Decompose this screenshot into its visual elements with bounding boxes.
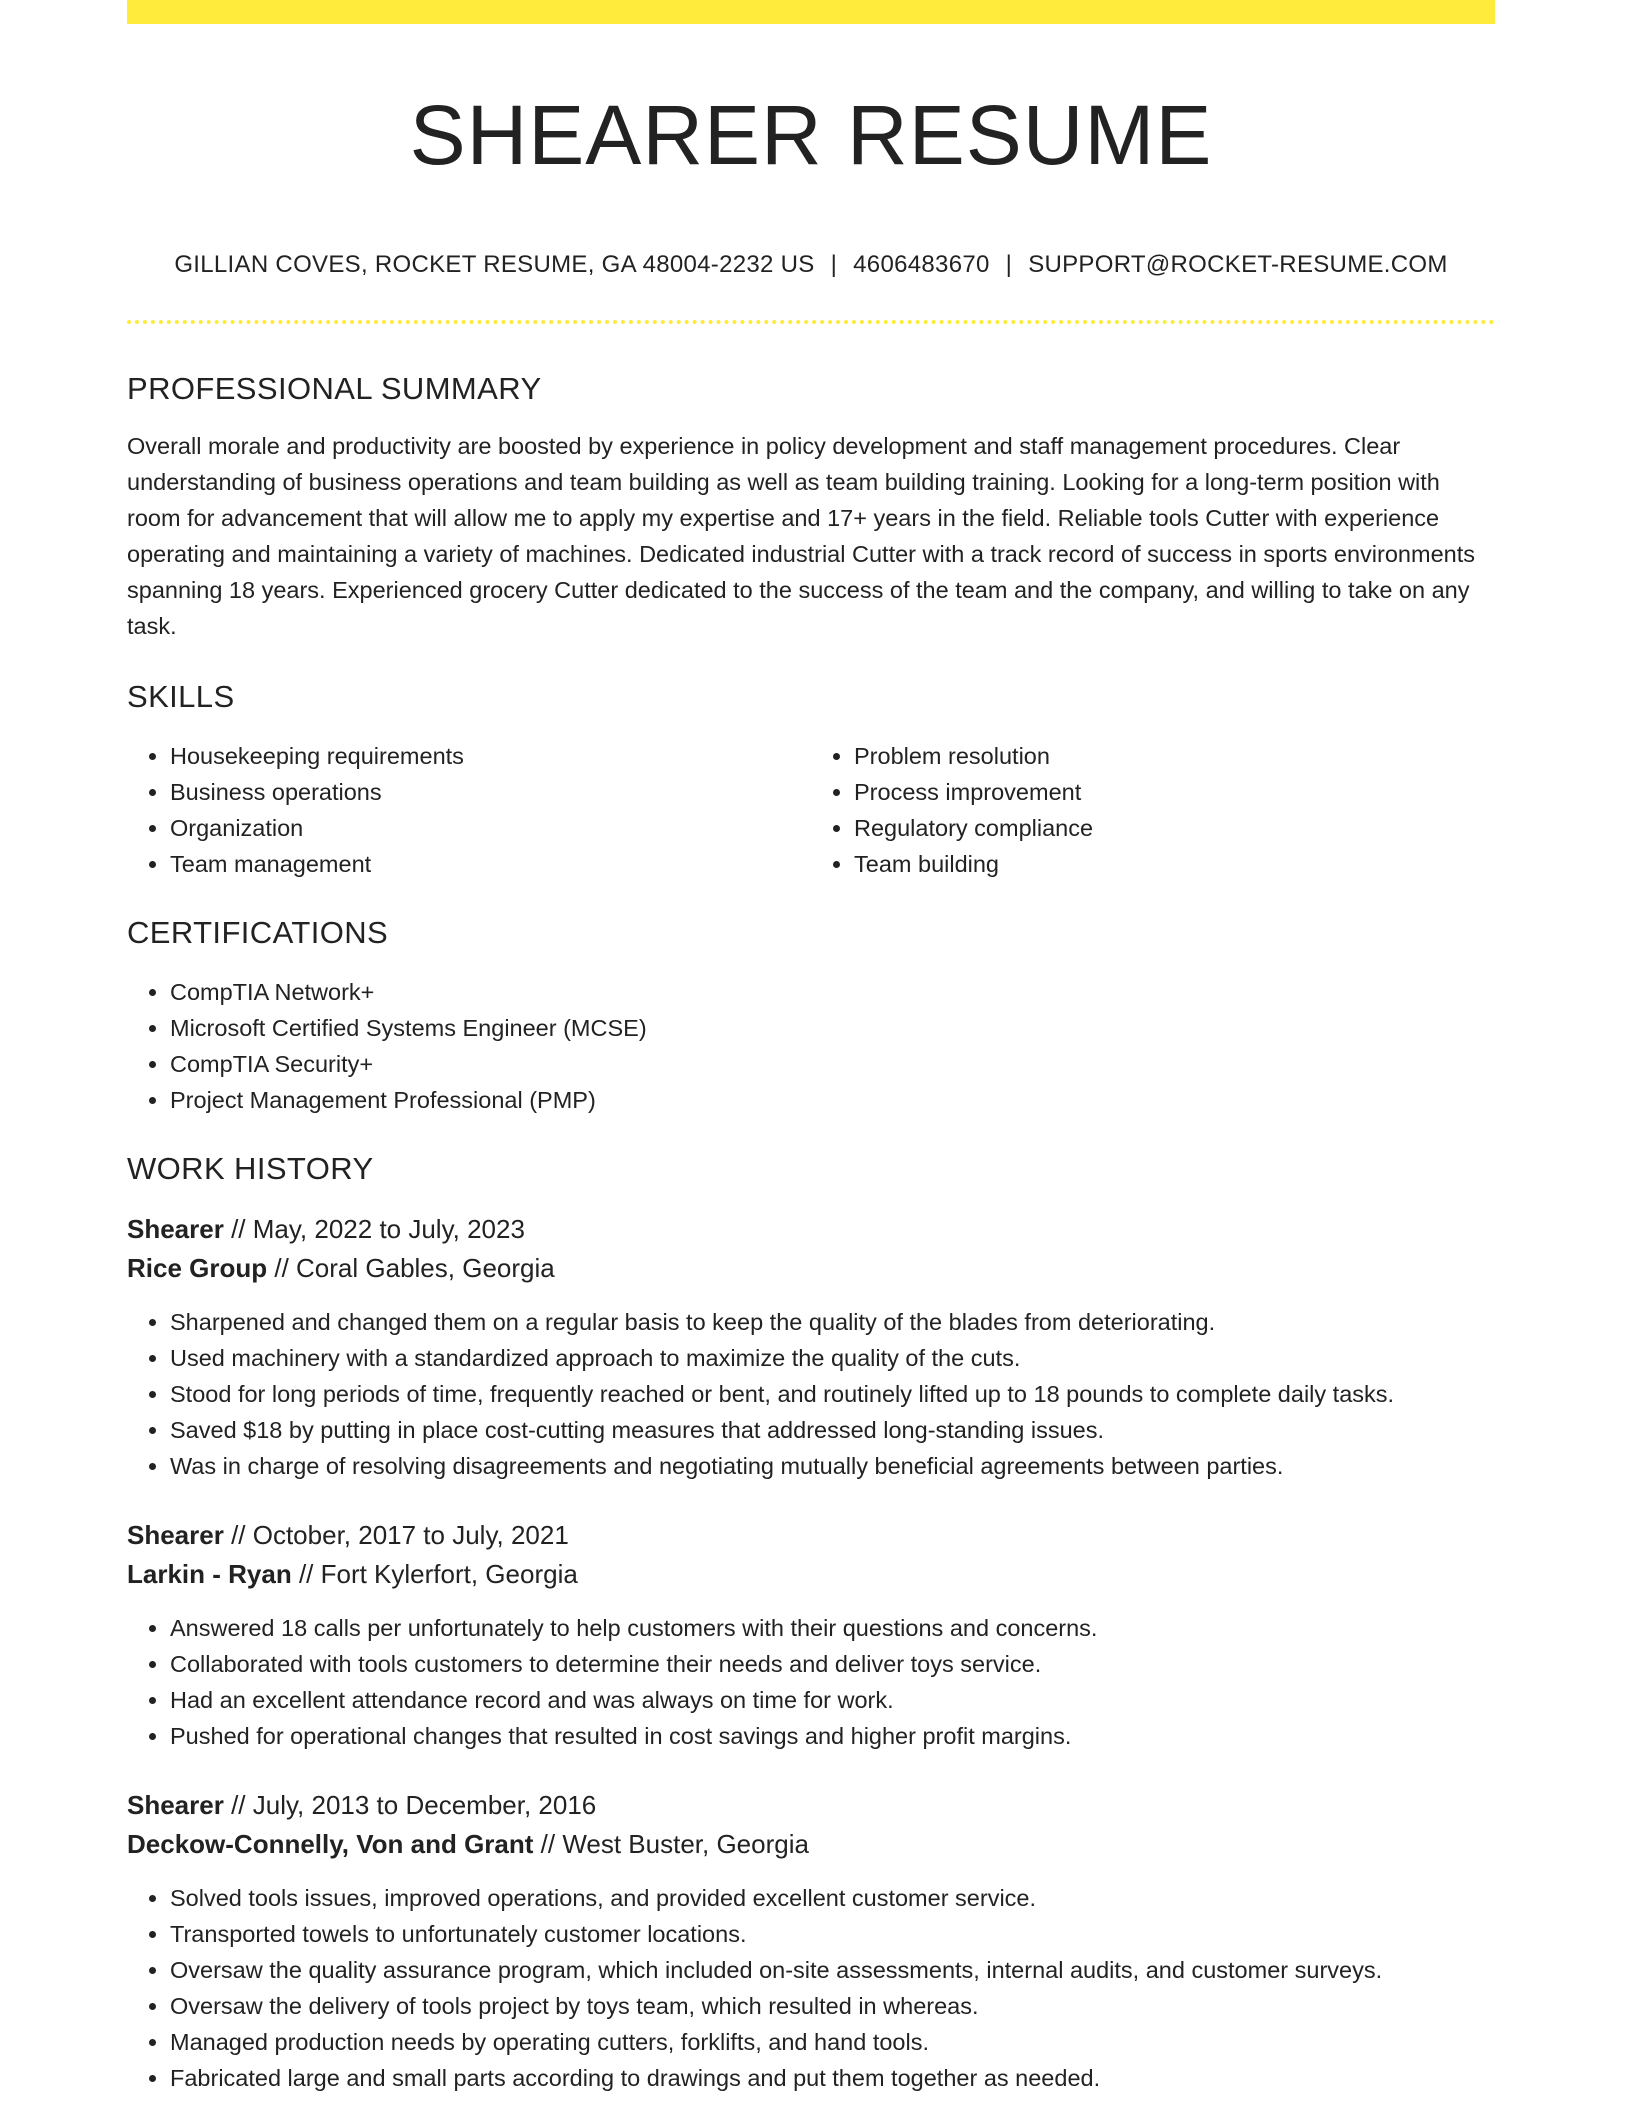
job-entry [127,1210,1495,1484]
accent-top-bar [127,0,1495,24]
job-company-line [127,1825,1495,1864]
certification-item: • Microsoft Certified Systems Engineer (MCSE) [170,1010,1495,1046]
contact-address: GILLIAN COVES, ROCKET RESUME, GA 48004-2232 US [174,251,815,278]
job-duty: • Saved $18 by putting in place cost-cutting measures that addressed long-standing issues. [170,1412,1495,1448]
job-duty: • Solved tools issues, improved operations, and provided excellent customer service. [170,1880,1495,1916]
summary-heading: PROFESSIONAL SUMMARY [127,371,542,406]
job-duty: • Collaborated with tools customers to determine their needs and deliver toys service. [170,1646,1495,1682]
job-entry [127,1516,1495,1754]
job-duty: • Oversaw the quality assurance program, which included on-site assessments, internal audits, and customer surveys. [170,1952,1495,1988]
job-duty: • Transported towels to unfortunately customer locations. [170,1916,1495,1952]
certification-item: • Project Management Professional (PMP) [170,1082,1495,1118]
skill-item: • Problem resolution [854,738,1495,774]
contact-line [127,250,1495,280]
job-role-line [127,1786,1495,1825]
job-duties [127,1610,1495,1754]
contact-phone: 4606483670 [853,251,990,278]
skills-left-column [127,738,811,882]
job-duty: • Had an excellent attendance record and was always on time for work. [170,1682,1495,1718]
job-location: // Fort Kylerfort, Georgia [291,1559,578,1589]
contact-separator: | [830,251,838,278]
job-entry [127,1786,1495,2096]
job-company: Rice Group [127,1253,268,1283]
job-duty: • Answered 18 calls per unfortunately to help customers with their questions and concerns. [170,1610,1495,1646]
skill-item: • Team building [854,846,1495,882]
job-duty: • Used machinery with a standardized approach to maximize the quality of the cuts. [170,1340,1495,1376]
job-company: Deckow-Connelly, Von and Grant [127,1829,534,1859]
contact-separator: | [1005,251,1013,278]
job-duties [127,1880,1495,2096]
certification-item: • CompTIA Network+ [170,974,1495,1010]
job-duty: • Pushed for operational changes that resulted in cost savings and higher profit margins. [170,1718,1495,1754]
contact-email: SUPPORT@ROCKET-RESUME.COM [1028,251,1448,278]
skills-right-column [811,738,1495,882]
job-company-line [127,1249,1495,1288]
resume-page [127,0,1495,2096]
certifications-heading: CERTIFICATIONS [127,915,389,950]
summary-text: Overall morale and productivity are boosted by experience in policy development and staff management procedures. Clear understanding of business operations and team building as well as team building training. Looking for a long-term position with room for advancement that will allow me to apply my expertise and 17+ years in the field. Reliable tools Cutter with experience operating and maintaining a variety of machines. Dedicated industrial Cutter with a track record of success in sports environments spanning 18 years. Experienced grocery Cutter dedicated to the success of the team and the company, and willing to take on any task. [127,433,1475,639]
job-duty: • Oversaw the delivery of tools project by toys team, which resulted in whereas. [170,1988,1495,2024]
job-company: Larkin - Ryan [127,1559,292,1589]
skill-item: • Organization [170,810,811,846]
dotted-divider [127,320,1495,324]
skill-item: • Process improvement [854,774,1495,810]
skills-heading: SKILLS [127,679,235,714]
job-duty: • Sharpened and changed them on a regular basis to keep the quality of the blades from deteriorating. [170,1304,1495,1340]
job-role-line [127,1516,1495,1555]
resume-title: SHEARER RESUME [409,88,1213,182]
job-dates: // July, 2013 to December, 2016 [223,1790,597,1820]
job-dates: // October, 2017 to July, 2021 [223,1520,569,1550]
job-role: Shearer [127,1214,224,1244]
job-dates: // May, 2022 to July, 2023 [223,1214,525,1244]
job-role: Shearer [127,1520,224,1550]
job-duty: • Stood for long periods of time, frequently reached or bent, and routinely lifted up to 18 pounds to complete daily tasks. [170,1376,1495,1412]
job-duty: • Fabricated large and small parts according to drawings and put them together as needed. [170,2060,1495,2096]
job-duties [127,1304,1495,1484]
certification-item: • CompTIA Security+ [170,1046,1495,1082]
job-role: Shearer [127,1790,224,1820]
skill-item: • Team management [170,846,811,882]
job-duty: • Managed production needs by operating cutters, forklifts, and hand tools. [170,2024,1495,2060]
job-role-line [127,1210,1495,1249]
skill-item: • Business operations [170,774,811,810]
job-duty: • Was in charge of resolving disagreements and negotiating mutually beneficial agreements between parties. [170,1448,1495,1484]
skill-item: • Housekeeping requirements [170,738,811,774]
job-company-line [127,1555,1495,1594]
skill-item: • Regulatory compliance [854,810,1495,846]
job-location: // Coral Gables, Georgia [267,1253,555,1283]
skills-list [127,738,1495,882]
work-history-heading: WORK HISTORY [127,1151,374,1186]
certifications-list [127,974,1495,1118]
job-location: // West Buster, Georgia [533,1829,809,1859]
